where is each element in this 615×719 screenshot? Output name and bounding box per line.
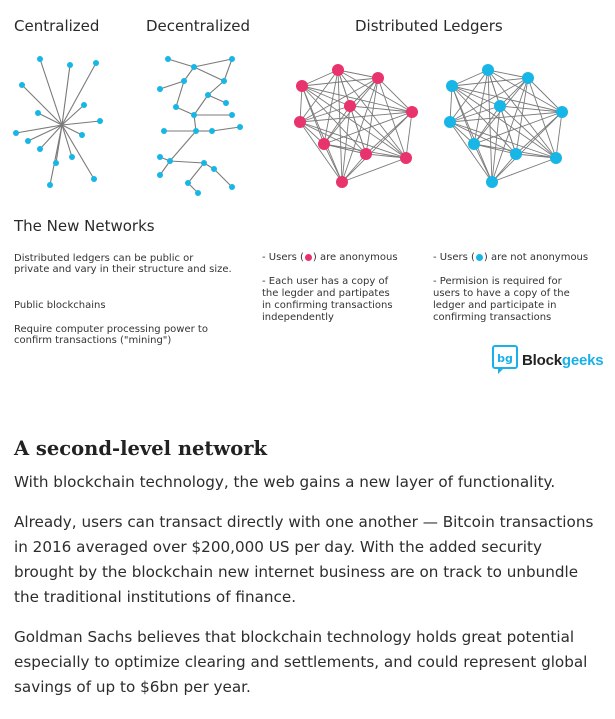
network-node (93, 60, 99, 66)
network-edge (176, 81, 184, 107)
blockgeeks-logo: bg Blockgeeks (492, 345, 603, 375)
network-edge (208, 81, 224, 95)
network-node (446, 80, 458, 92)
svg-text:bg: bg (497, 352, 513, 365)
network-edge (170, 131, 196, 161)
red-users-note: - Users ( ) are anonymous (262, 252, 398, 263)
network-node (209, 128, 215, 134)
network-node (53, 160, 59, 166)
network-node (205, 92, 211, 98)
section-heading: A second-level network (14, 437, 268, 460)
paragraph-1: With blockchain technology, the web gains a new layer of functionality. (14, 473, 556, 491)
network-edge (556, 112, 562, 158)
blue-users-note: - Users ( ) are not anonymous (433, 252, 589, 263)
blue-perm-line-3: ledger and participate in (433, 300, 557, 311)
paragraph-3: Goldman Sachs believes that blockchain technology holds great potential especially to optimize clearing and settlements, and could represent global savings of up to $6bn per year. (14, 628, 588, 696)
network-edge (168, 59, 194, 67)
red-user-dot-icon (305, 254, 312, 261)
red-copy-line-2: the legder and partipates (262, 288, 390, 299)
network-node (522, 72, 534, 84)
network-node (79, 132, 85, 138)
network-edge (170, 161, 204, 163)
network-node (360, 148, 372, 160)
blue-user-dot-icon (476, 254, 483, 261)
network-node (47, 182, 53, 188)
mining-line-2: confirm transactions ("mining") (14, 335, 172, 346)
network-edge (194, 67, 224, 81)
network-edge (492, 158, 556, 182)
heading-decentralized: Decentralized (146, 17, 250, 35)
network-node (157, 86, 163, 92)
network-node (344, 100, 356, 112)
network-node (191, 64, 197, 70)
network-node (332, 64, 344, 76)
network-edge (488, 70, 528, 78)
network-edge (22, 85, 62, 125)
paragraph-2: Already, users can transact directly with one another — Bitcoin transactions in 2016 averaged over $200,000 US per day. With the added security brought by the blockchain new internet business are on track to unbundle the traditional institutions of finance. (14, 513, 594, 606)
network-edge (300, 122, 406, 158)
network-edge (62, 121, 100, 125)
network-node (296, 80, 308, 92)
network-edge (474, 144, 492, 182)
network-edge (160, 81, 184, 89)
network-node (237, 124, 243, 130)
network-node (67, 62, 73, 68)
network-node (13, 130, 19, 136)
network-edge (212, 127, 240, 131)
network-node (91, 176, 97, 182)
network-node (191, 112, 197, 118)
intro-line-2: private and vary in their structure and size. (14, 264, 232, 275)
network-node (37, 146, 43, 152)
network-node (494, 100, 506, 112)
heading-new-networks: The New Networks (14, 217, 155, 235)
mining-line-1: Require computer processing power to (14, 324, 208, 335)
red-copy-line-4: independently (262, 312, 334, 323)
network-node (181, 78, 187, 84)
network-node (69, 154, 75, 160)
network-edge (302, 86, 366, 154)
network-edge (62, 105, 84, 125)
network-edge (338, 70, 378, 78)
red-copy-line-3: in confirming transactions (262, 300, 393, 311)
network-node (195, 190, 201, 196)
network-node (372, 72, 384, 84)
network-edge (194, 59, 232, 67)
network-edge (62, 63, 96, 125)
network-node (211, 166, 217, 172)
network-edge (50, 125, 62, 185)
network-node (444, 116, 456, 128)
decentralized-network-diagram (140, 45, 250, 205)
network-edge (214, 169, 232, 187)
network-node (157, 154, 163, 160)
network-node (35, 110, 41, 116)
network-node (482, 64, 494, 76)
network-node (19, 82, 25, 88)
network-node (167, 158, 173, 164)
network-edge (324, 144, 342, 182)
network-node (25, 138, 31, 144)
network-edge (62, 65, 70, 125)
network-edge (224, 59, 232, 81)
network-edge (188, 163, 204, 183)
network-node (556, 106, 568, 118)
public-blockchains-label: Public blockchains (14, 300, 106, 311)
blue-perm-line-4: confirming transactions (433, 312, 552, 323)
network-edge (450, 122, 556, 158)
network-node (157, 172, 163, 178)
network-edge (194, 95, 208, 115)
article-body (14, 436, 604, 715)
network-edge (378, 78, 406, 158)
blue-perm-line-1: - Permision is required for (433, 276, 562, 287)
network-edge (406, 112, 412, 158)
intro-line-1: Distributed ledgers can be public or (14, 253, 194, 264)
blue-perm-line-2: users to have a copy of the (433, 288, 570, 299)
network-node (165, 56, 171, 62)
network-node (173, 104, 179, 110)
network-node (550, 152, 562, 164)
network-node (229, 112, 235, 118)
network-node (161, 128, 167, 134)
network-node (294, 116, 306, 128)
heading-distributed-ledgers: Distributed Ledgers (355, 17, 503, 35)
network-node (400, 152, 412, 164)
network-node (486, 176, 498, 188)
distributed-ledger-private-diagram (440, 60, 570, 190)
network-node (510, 148, 522, 160)
network-node (81, 102, 87, 108)
network-edge (528, 78, 562, 112)
network-node (201, 160, 207, 166)
network-edge (452, 86, 516, 154)
centralized-network-diagram (0, 45, 130, 200)
network-edge (528, 78, 556, 158)
network-node (336, 176, 348, 188)
network-node (193, 128, 199, 134)
heading-centralized: Centralized (14, 17, 100, 35)
network-node (185, 180, 191, 186)
network-node (229, 184, 235, 190)
network-node (97, 118, 103, 124)
red-copy-line-1: - Each user has a copy of (262, 276, 389, 287)
network-edge (378, 78, 412, 112)
network-node (37, 56, 43, 62)
network-edge (342, 158, 406, 182)
distributed-ledger-public-diagram (290, 60, 420, 190)
network-node (229, 56, 235, 62)
network-node (406, 106, 418, 118)
network-node (468, 138, 480, 150)
network-node (318, 138, 330, 150)
network-node (223, 100, 229, 106)
network-node (221, 78, 227, 84)
blockgeeks-logo-icon (492, 345, 518, 375)
